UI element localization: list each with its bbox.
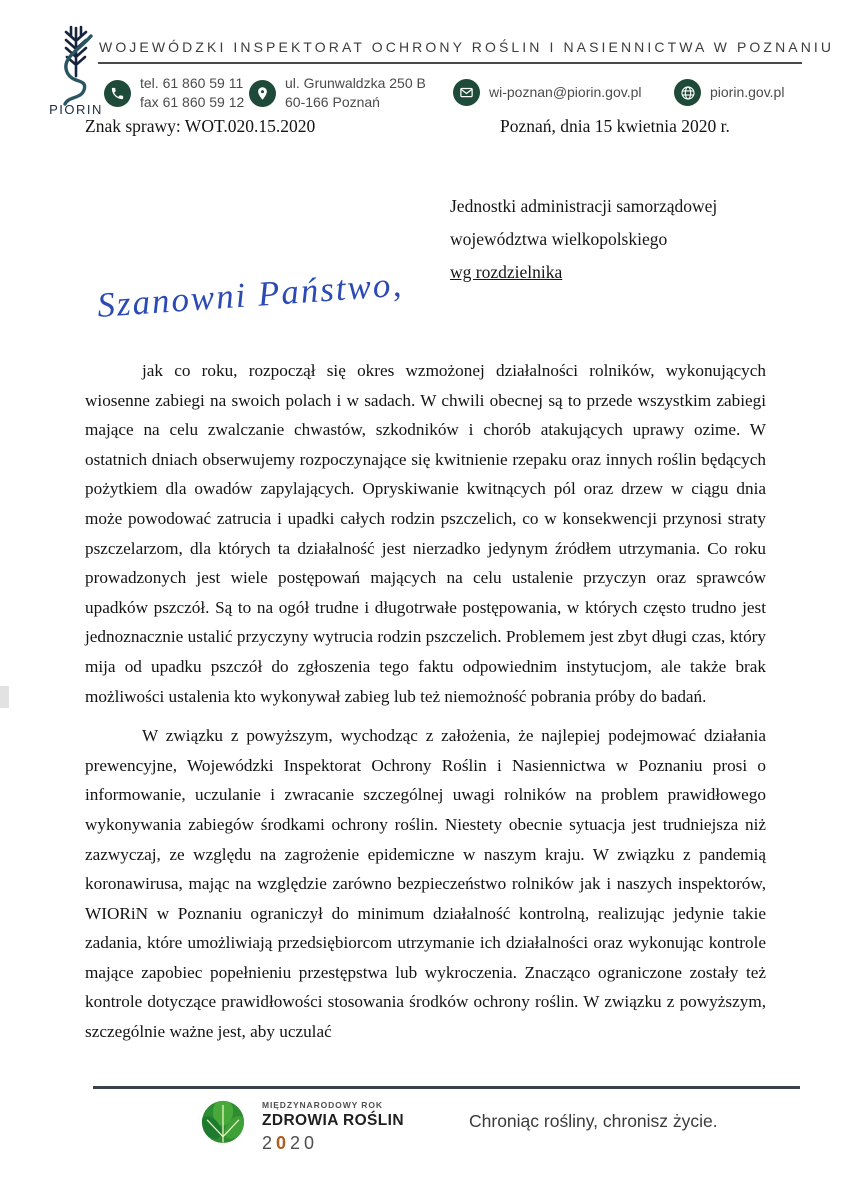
piorin-logo	[42, 24, 110, 117]
email-address: wi-poznan@piorin.gov.pl	[489, 84, 642, 100]
body-paragraph-1: jak co roku, rozpoczął się okres wzmożonej działalności rolników, wykonujących wiosenne zabiegi na swoich polach i w sadach. W chwili obecnej są to przede wszystkim zabiegi mające na celu zwalczanie chwastów, szkodników i chorób atakujących uprawy ozime. W ostatnich dniach obserwujemy rozpoczynające się kwitnienie rzepaku oraz innych roślin będących pożytkiem dla owadów zapylających. Opryskiwanie kwitnących pól oraz drzew w ciągu dnia może powodować zatrucia i upadki całych rodzin pszczelich, co w konsekwencji przynosi straty pszczelarzom, dla których ta działalność jest nierzadko jedynym źródłem utrzymania. Co roku prowadzonych jest wiele postępowań mających na celu ustalenie przyczyn oraz sprawców upadków pszczół. Są to na ogół trudne i długotrwałe postępowania, w których często trudno jest jednoznacznie ustalić przyczyny wytrucia rodzin pszczelich. Problemem jest zbyt długi czas, który mija od upadku pszczół do zgłoszenia tego faktu odpowiednim instytucjom, ale także brak możliwości ustalenia kto wykonywał zabieg lub też niemożność pobrania próby do badań.	[85, 361, 766, 706]
contact-phone	[104, 74, 244, 112]
campaign-text	[262, 1100, 404, 1154]
place-date: Poznań, dnia 15 kwietnia 2020 r.	[500, 116, 730, 136]
wheat-icon	[45, 24, 107, 108]
campaign-name-line-2: ZDROWIA ROŚLIN	[262, 1112, 404, 1129]
address-line-1: ul. Grunwaldzka 250 B	[285, 75, 426, 91]
footer-rule	[93, 1086, 800, 1089]
recipient-block	[450, 190, 717, 289]
phone-line: tel. 61 860 59 11	[140, 75, 244, 91]
iyph-2020-logo	[201, 1100, 245, 1149]
case-number: Znak sprawy: WOT.020.15.2020	[85, 116, 316, 136]
contact-phone-text	[140, 74, 244, 112]
website-address: piorin.gov.pl	[710, 84, 785, 100]
title-rule	[98, 62, 802, 64]
scan-artifact	[0, 686, 9, 708]
contact-email	[453, 79, 641, 106]
fax-line: fax 61 860 59 12	[140, 94, 245, 110]
address-line-2: 60-166 Poznań	[285, 94, 380, 110]
year-digit: 2	[290, 1133, 305, 1153]
contact-address-text	[285, 74, 426, 112]
body-paragraph-2: W związku z powyższym, wychodząc z założenia, że najlepiej podejmować działania prewencyjne, Wojewódzki Inspektorat Ochrony Roślin i Nasiennictwa w Poznaniu prosi o informowanie, uczulanie i zwracanie szczególnej uwagi rolników na problem prawidłowego wykonywania zabiegów środkami ochrony roślin. Niestety obecnie sytuacja jest trudniejsza niż zazwyczaj, ze względu na zagrożenie epidemiczne w naszym kraju. W związku z pandemią koronawirusa, mając na względzie zarówno bezpieczeństwo rolników jak i naszych inspektorów, WIORiN w Poznaniu ograniczył do minimum działalność kontrolną, realizując jedynie takie zadania, które umożliwiają przedsiębiorcom utrzymanie ich działalności oraz wykonując kontrole mające zapobiec popełnieniu przestępstwa lub wykroczenia. Znacząco ograniczone zostały też kontrole dotyczące prawidłowości stosowania środków ochrony roślin. W związku z powyższym, szczególnie ważne jest, aby uczulać	[85, 726, 766, 1042]
footer-tagline: Chroniąc rośliny, chronisz życie.	[469, 1111, 718, 1131]
piorin-logo-label: PIORIN	[49, 102, 103, 117]
phone-icon	[104, 80, 131, 107]
email-icon	[453, 79, 480, 106]
leaf-icon	[201, 1100, 245, 1144]
year-digit: 0	[304, 1133, 319, 1153]
year-digit: 2	[262, 1133, 277, 1153]
contact-address	[249, 74, 426, 112]
campaign-year	[262, 1133, 404, 1154]
org-title: WOJEWÓDZKI INSPEKTORAT OCHRONY ROŚLIN I NASIENNICTWA W POZNANIU	[99, 39, 835, 55]
recipient-line-1: Jednostki administracji samorządowej	[450, 196, 718, 216]
campaign-name-line-1: MIĘDZYNARODOWY ROK	[262, 1100, 383, 1110]
recipient-line-3: wg rozdzielnika	[450, 262, 563, 282]
contact-website	[674, 79, 784, 106]
handwritten-salutation: Szanowni Państwo,	[96, 264, 405, 325]
globe-icon	[674, 79, 701, 106]
recipient-line-2: województwa wielkopolskiego	[450, 229, 668, 249]
letter-body	[85, 356, 766, 1047]
year-digit-orange: 0	[276, 1133, 291, 1153]
location-icon	[249, 80, 276, 107]
